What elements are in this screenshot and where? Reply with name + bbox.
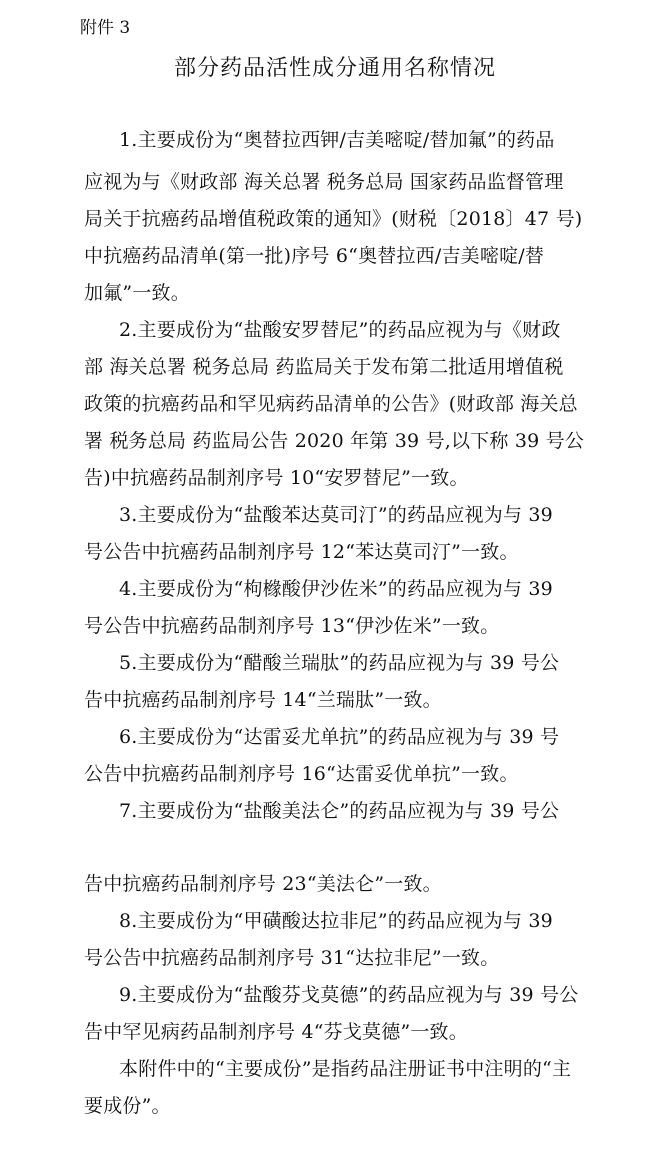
item-2-line-5: 告)中抗癌药品制剂序号 10“安罗替尼”一致。 [84,467,469,489]
item-9-line-1: 9.主要成份为“盐酸芬戈莫德”的药品应视为与 39 号公 [119,984,579,1006]
item-1-line-2: 应视为与《财政部 海关总署 税务总局 国家药品监督管理 [84,171,564,193]
item-5-line-1: 5.主要成份为“醋酸兰瑞肽”的药品应视为与 39 号公 [119,652,560,674]
item-8-line-1: 8.主要成份为“甲磺酸达拉非尼”的药品应视为与 39 [119,910,553,932]
item-9-line-2: 告中罕见病药品制剂序号 4“芬戈莫德”一致。 [84,1021,468,1043]
item-3-line-1: 3.主要成份为“盐酸苯达莫司汀”的药品应视为与 39 [119,504,553,526]
item-1-line-4: 中抗癌药品清单(第一批)序号 6“奥替拉西/吉美嘧啶/替 [84,245,545,267]
item-1-line-5: 加氟”一致。 [84,282,190,304]
item-6-line-1: 6.主要成份为“达雷妥尤单抗”的药品应视为与 39 号 [119,726,560,748]
item-2-line-2: 部 海关总署 税务总局 药监局关于发布第二批适用增值税 [84,356,564,378]
note-line-1: 本附件中的“主要成份”是指药品注册证书中注明的“主 [119,1058,572,1080]
item-5-line-2: 告中抗癌药品制剂序号 14“兰瑞肽”一致。 [84,689,442,711]
item-6-line-2: 公告中抗癌药品制剂序号 16“达雷妥优单抗”一致。 [84,763,519,785]
item-4-line-1: 4.主要成份为“枸橼酸伊沙佐米”的药品应视为与 39 [119,578,553,600]
item-2-line-4: 署 税务总局 药监局公告 2020 年第 39 号,以下称 39 号公 [84,430,585,452]
item-8-line-2: 号公告中抗癌药品制剂序号 31“达拉非尼”一致。 [84,947,500,969]
item-3-line-2: 号公告中抗癌药品制剂序号 12“苯达莫司汀”一致。 [84,541,519,563]
item-2-line-1: 2.主要成份为“盐酸安罗替尼”的药品应视为与《财政 [119,319,561,341]
document-title: 部分药品活性成分通用名称情况 [173,56,496,81]
item-2-line-3: 政策的抗癌药品和罕见病药品清单的公告》(财政部 海关总 [84,393,578,415]
item-1-line-3: 局关于抗癌药品增值税政策的通知》(财税〔2018〕47 号) [84,208,583,230]
item-4-line-2: 号公告中抗癌药品制剂序号 13“伊沙佐米”一致。 [84,615,500,637]
item-7-line-1: 7.主要成份为“盐酸美法仑”的药品应视为与 39 号公 [119,800,560,822]
item-7-line-2: 告中抗癌药品制剂序号 23“美法仑”一致。 [84,873,442,895]
item-1-line-1: 1.主要成份为“奥替拉西钾/吉美嘧啶/替加氟”的药品 [119,129,555,151]
attachment-label: 附件 3 [80,18,131,38]
note-line-2: 要成份”。 [84,1095,171,1117]
